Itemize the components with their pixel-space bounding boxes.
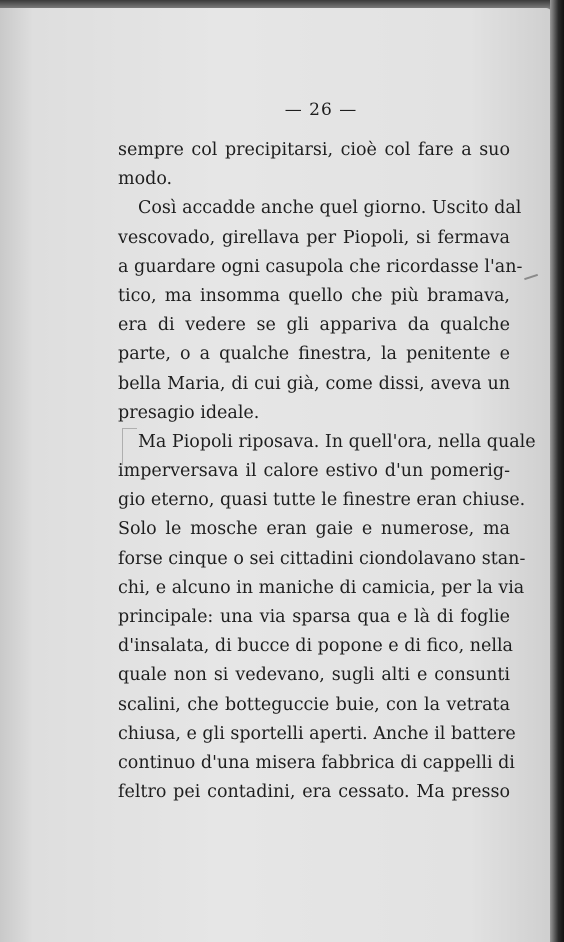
text-line: tico, ma insomma quello che più bramava,: [118, 285, 510, 306]
text-line: bella Maria, di cui già, come dissi, aveva un: [118, 373, 510, 394]
text-line: era di vedere se gli appariva da qualche: [118, 315, 510, 336]
text-line: Solo le mosche eran gaie e numerose, ma: [118, 519, 510, 540]
text-line: presagio ideale.: [118, 402, 260, 423]
text-lines: [104, 136, 536, 807]
text-line: vescovado, girellava per Piopoli, si fermava: [118, 227, 510, 248]
text-line: principale: una via sparsa qua e là di foglie: [118, 607, 510, 627]
text-line: a guardare ogni casupola che ricordasse l'an-: [118, 256, 523, 277]
text-line: d'insalata, di bucce di popone e di fico, nella: [118, 636, 513, 657]
text-line: quale non si vedevano, sugli alti e consunti: [118, 665, 510, 686]
text-line: gio eterno, quasi tutte le finestre eran chiuse.: [118, 490, 526, 511]
page-number: — 26 —: [284, 100, 358, 120]
text-line: forse cinque o sei cittadini ciondolavano stan-: [118, 548, 526, 569]
text-line: scalini, che botteguccie buie, con la vetrata: [118, 694, 510, 715]
text-line: modo.: [118, 169, 173, 190]
text-line: chiusa, e gli sportelli aperti. Anche il battere: [118, 723, 516, 744]
text-line: sempre col precipitarsi, cioè col fare a suo: [118, 140, 510, 160]
book-spine-shadow: [550, 0, 564, 942]
body-text-block: [104, 100, 536, 807]
text-line: continuo d'una misera fabbrica di cappelli di: [118, 752, 515, 773]
text-line: chi, e alcuno in maniche di camicia, per la via: [118, 577, 525, 598]
text-line: Così accadde anche quel giorno. Uscito dal: [138, 198, 522, 219]
text-line: Ma Piopoli riposava. In quell'ora, nella quale: [138, 431, 536, 452]
text-line: imperversava il calore estivo d'un pomerig-: [118, 461, 510, 482]
pencil-bracket-mark: [122, 428, 137, 465]
text-line: feltro pei contadini, era cessato. Ma presso: [118, 782, 510, 803]
text-line: parte, o a qualche finestra, la penitente e: [118, 344, 510, 365]
